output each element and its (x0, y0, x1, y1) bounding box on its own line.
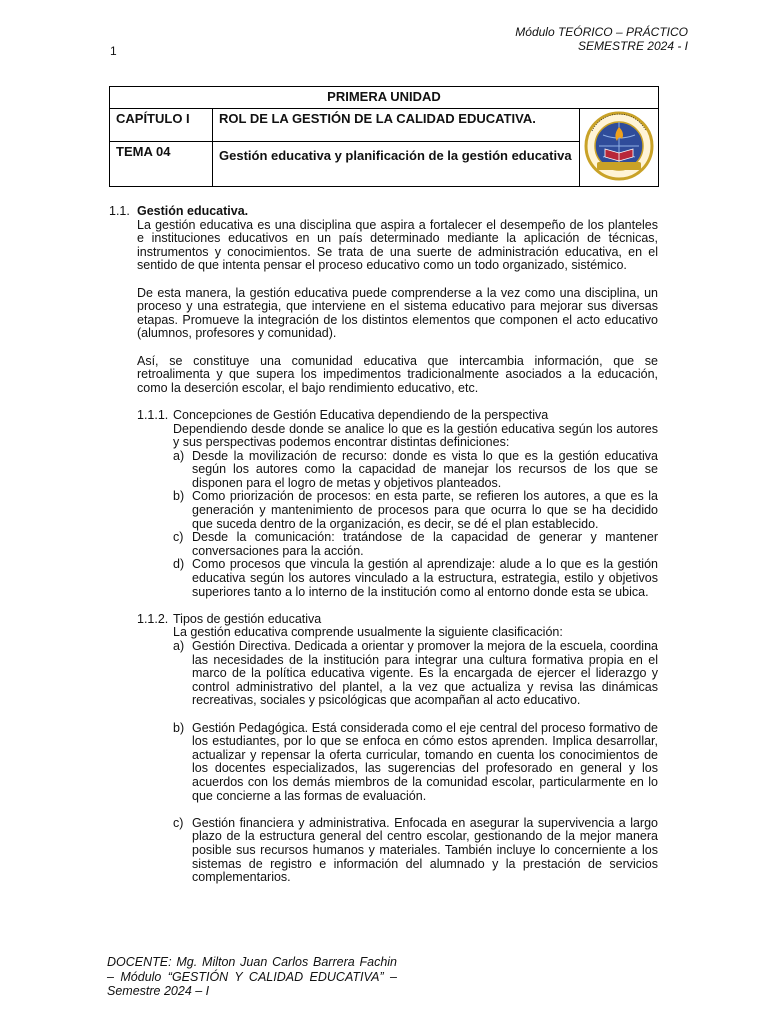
list-item: d) Como procesos que vincula la gestión al aprendizaje: alude a lo que es la gestión educativa según los autores vinculado a la estructura, estrategia, estilo y objetivos superiores tanto a lo interno de la institución como al entorno donde esta se ubica. (173, 557, 658, 599)
university-seal-icon (584, 111, 654, 181)
subsection-intro: Dependiendo desde donde se analice lo que es la gestión educativa según los autores y sus perspectivas podemos encontrar distintas definiciones: (173, 421, 658, 450)
list-item: b) Como priorización de procesos: en esta parte, se refieren los autores, a que es la generación y mantenimiento de procesos para que ocurra lo que se ha decidido que suceda dentro de la organización, es decir, se dé el plan establecido. (173, 489, 658, 531)
running-header (515, 25, 688, 53)
topic-title: Gestión educativa y planificación de la gestión educativa (213, 141, 580, 187)
unit-header-table (109, 86, 659, 187)
list-item: c) Gestión financiera y administrativa. Enfocada en asegurar la supervivencia a largo plazo de la estructura general del centro escolar, gestionando de la mejor manera posible sus recursos humanos y materiales. También incluye lo concerniente a los sistemas de registro e información del alumnado y la prestación de servicios complementarios. (173, 815, 658, 885)
list-item: c) Desde la comunicación: tratándose de la capacidad de generar y mantener conversaciones para la acción. (173, 530, 658, 558)
list-item: a) Desde la movilización de recurso: donde es vista lo que es la gestión educativa según los autores como la capacidad de manejar los recursos de los que se disponen para el logro de metas y objetivos planteados. (173, 448, 658, 490)
subsection-intro: La gestión educativa comprende usualmente la siguiente clasificación: (173, 625, 563, 640)
unit-title: PRIMERA UNIDAD (110, 87, 659, 109)
list-item: a) Gestión Directiva. Dedicada a orientar y promover la mejora de la escuela, coordina las necesidades de la institución para integrar una cultura formativa propia en el marco de la política educativa vigente. Es la encargada de ejercer el liderazgo y control administrativo del plantel, a la vez que actualiza y revisa las dinámicas recreativas, sociales y psicológicas que acompañan al acto educativo. (173, 639, 658, 708)
subsection-body (173, 626, 658, 884)
page-number: 1 (110, 44, 117, 58)
subsection-number: 1.1.2. (137, 611, 169, 626)
section-number: 1.1. (109, 204, 130, 218)
chapter-title: ROL DE LA GESTIÓN DE LA CALIDAD EDUCATIVA. (213, 109, 580, 142)
semester-line: SEMESTRE 2024 - I (577, 39, 688, 53)
topic-label: TEMA 04 (110, 141, 213, 187)
subsection-number: 1.1.1. (137, 407, 169, 422)
chapter-label: CAPÍTULO I (110, 109, 213, 142)
subsection-title: Tipos de gestión educativa (173, 611, 322, 626)
section-heading (109, 205, 658, 219)
subsection-heading (137, 409, 658, 423)
subsection-title: Concepciones de Gestión Educativa dependiendo de la perspectiva (173, 407, 549, 422)
document-body (109, 205, 658, 885)
subsection-heading (137, 613, 658, 627)
paragraph: De esta manera, la gestión educativa puede comprenderse a la vez como una disciplina, un proceso y una estrategia, que interviene en el sistema educativo para mejorar sus diversas etapas. Promueve la integración de los distintos elementos que componen el acto educativo (alumnos, profesores y comunidad). (137, 285, 658, 341)
page-footer: DOCENTE: Mg. Milton Juan Carlos Barrera Fachin – Módulo “GESTIÓN Y CALIDAD EDUCATIVA” – Semestre 2024 – I (107, 955, 397, 998)
paragraph: Así, se constituye una comunidad educativa que intercambia información, que se retroalimenta y que supera los impedimentos tradicionalmente asociados a la educación, como la deserción escolar, el bajo rendimiento educativo, etc. (137, 353, 658, 395)
paragraph: La gestión educativa es una disciplina que aspira a fortalecer el desempeño de los planteles e instituciones educativos en un país determinado mediante la aplicación de técnicas, instrumentos y conocimientos. Se trata de una suerte de administración educativa, en el sentido de que intenta pensar el proceso educativo como un todo organizado, sistémico. (137, 217, 658, 273)
subsection-body (173, 423, 658, 600)
section-title: Gestión educativa. (137, 204, 249, 218)
module-line: Módulo TEÓRICO – PRÁCTICO (515, 25, 688, 39)
list-item: b) Gestión Pedagógica. Está considerada como el eje central del proceso formativo de los estudiantes, por lo que se enfoca en cómo estos aprenden. Implica desarrollar, actualizar y repensar la oferta curricular, tomando en cuenta los conocimientos de los docentes especializados, las sugerencias del profesorado en general y los acuerdos con los demás miembros de la comunidad escolar, particularmente en lo que concierne a las formas de evaluación. (173, 720, 658, 803)
university-logo (580, 109, 659, 187)
